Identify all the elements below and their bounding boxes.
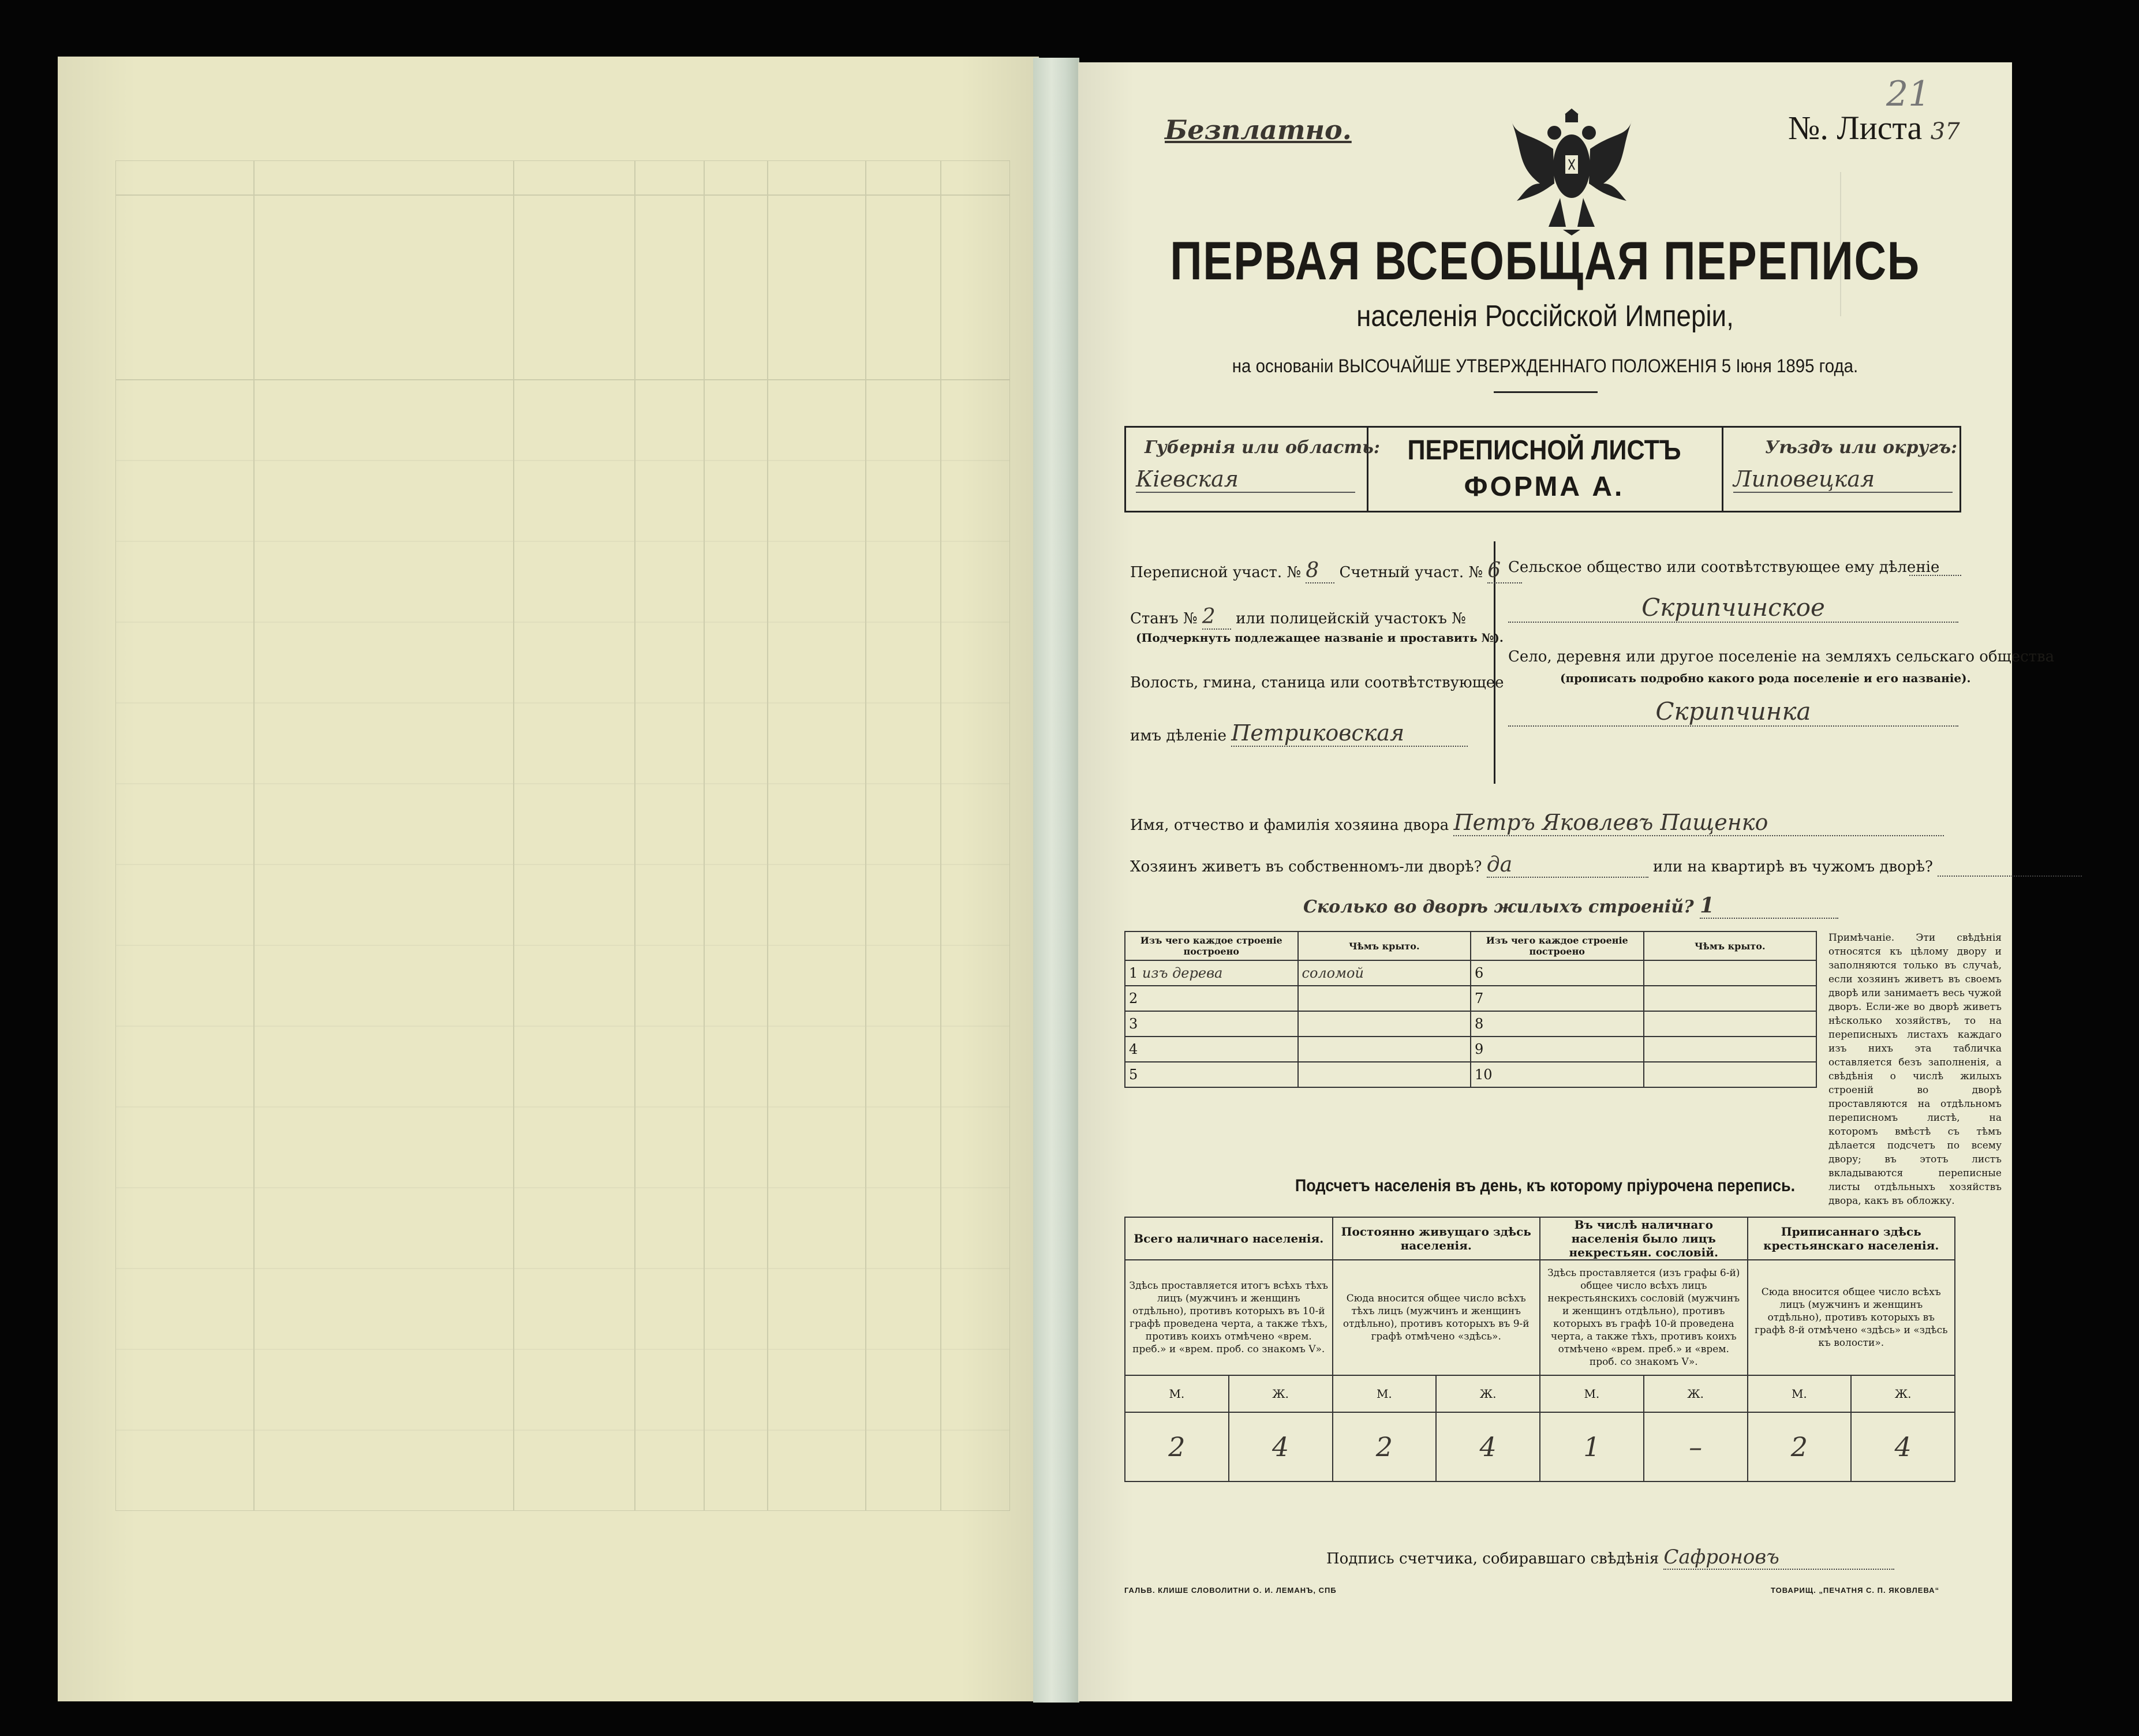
- owner-line: [1130, 810, 1944, 836]
- ornamental-divider: [1494, 391, 1598, 393]
- pop-f-label: Ж.: [1436, 1375, 1540, 1412]
- volost-line: [1130, 720, 1468, 747]
- underline-note: (Подчеркнуть подлежащее названіе и проставить №).: [1136, 631, 1504, 645]
- pop-non-peasant-m: 1: [1540, 1412, 1644, 1481]
- pop-col-non-peasant: Въ числѣ наличнаго населенія было лицъ некрестьян. сословій.: [1540, 1217, 1748, 1260]
- volost-label: Волость, гмина, станица или соотвѣтствующее: [1130, 674, 1504, 691]
- buildings-label: Сколько во дворѣ жилыхъ строеній?: [1303, 897, 1694, 917]
- count-section-value: 6: [1487, 559, 1522, 583]
- pop-m-label: М.: [1748, 1375, 1852, 1412]
- building-row-7: 7: [1471, 986, 1644, 1011]
- printer-left: ГАЛЬВ. КЛИШЕ СЛОВОЛИТНИ О. И. ЛЕМАНЪ, СПБ: [1124, 1586, 1337, 1595]
- pop-col-registered: Приписаннаго здѣсь крестьянскаго населенія.: [1748, 1217, 1955, 1260]
- sheet-number-label: №. Листа: [1788, 109, 1923, 147]
- census-section: [1130, 559, 1522, 583]
- signature-value: Сафроновъ: [1663, 1546, 1894, 1570]
- gubernia-label: Губернія или область:: [1145, 437, 1380, 458]
- own-yard-line: [1130, 853, 2082, 878]
- pop-desc-permanent: Сюда вносится общее число всѣхъ тѣхъ лицъ (мужчинъ и женщинъ отдѣльно), противъ которыхъ въ 9-й графѣ отмѣчено «здѣсь».: [1333, 1260, 1540, 1375]
- col-material-left: Изъ чего каждое строеніе построено: [1125, 931, 1298, 960]
- population-table: [1124, 1217, 1955, 1482]
- police-section-label: или полицейскій участокъ №: [1236, 610, 1466, 627]
- col-roof-left: Чѣмъ крыто.: [1298, 931, 1471, 960]
- owner-value: Петръ Яковлевъ Пащенко: [1453, 810, 1944, 836]
- building-row-3: 3: [1125, 1011, 1298, 1037]
- building-roof-6: [1644, 960, 1817, 986]
- own-yard-label: Хозяинъ живетъ въ собственномъ-ли дворѣ?: [1130, 858, 1482, 876]
- stan-label: Станъ №: [1130, 610, 1198, 627]
- sheet-number-value: 37: [1930, 118, 1960, 145]
- buildings-value: 1: [1700, 893, 1838, 919]
- buildings-note: Примѣчаніе. Эти свѣдѣнія относятся къ цѣлому двору и заполняются только въ случаѣ, если хозяинъ живетъ въ своемъ дворѣ или занимаетъ весь чужой дворъ. Если-же во дворѣ живетъ нѣсколько хозяйствъ, то на переписныхъ листахъ каждаго изъ нихъ эта табличка оставляется безъ заполненія, а свѣдѣнія о числѣ жилыхъ строеній во дворѣ проставляются на отдѣльномъ переписномъ листѣ, на которомъ вмѣстѣ съ тѣмъ дѣлается подсчетъ по всему двору; въ этотъ листъ вкладываются переписные листы отдѣльныхъ хозяйствъ двора, какъ въ обложку.: [1828, 932, 2002, 1207]
- pop-m-label: М.: [1333, 1375, 1437, 1412]
- census-form-page: [1078, 62, 2055, 1701]
- printer-right: ТОВАРИЩ. „ПЕЧАТНЯ С. П. ЯКОВЛЕВА“: [1771, 1586, 1940, 1595]
- pop-registered-f: 4: [1851, 1412, 1955, 1481]
- rented-value-line: [1938, 858, 2082, 877]
- col-material-right: Изъ чего каждое строеніе построено: [1471, 931, 1644, 960]
- pop-permanent-f: 4: [1436, 1412, 1540, 1481]
- village-label: Село, деревня или другое поселеніе на земляхъ сельскаго общества: [1508, 648, 2055, 665]
- gubernia-value: Кіевская: [1136, 466, 1355, 493]
- own-yard-value: да: [1487, 853, 1648, 878]
- building-roof-8: [1644, 1011, 1817, 1037]
- building-row-10: 10: [1471, 1062, 1644, 1087]
- signature-label: Подпись счетчика, собиравшаго свѣдѣнія: [1326, 1550, 1659, 1567]
- pop-m-label: М.: [1125, 1375, 1229, 1412]
- stan-line: [1130, 605, 1466, 630]
- uezd-label: Уѣздъ или округъ:: [1765, 437, 1958, 458]
- village-value: Скрипчинка: [1508, 697, 1958, 727]
- sheet-number: [1788, 108, 1960, 147]
- building-roof-10: [1644, 1062, 1817, 1087]
- stan-value: 2: [1202, 605, 1231, 630]
- volost-value: Петриковская: [1231, 720, 1468, 747]
- pop-col-permanent: Постоянно живущаго здѣсь населенія.: [1333, 1217, 1540, 1260]
- count-section-label: Счетный участ. №: [1339, 564, 1483, 581]
- building-roof-4: [1298, 1037, 1471, 1062]
- imperial-eagle-emblem: [1505, 97, 1638, 235]
- form-title-1: ПЕРЕПИСНОЙ ЛИСТЪ: [1407, 435, 1681, 466]
- form-title-2: ФОРМА А.: [1464, 472, 1625, 502]
- building-roof-2: [1298, 986, 1471, 1011]
- uezd-value: Липовецкая: [1733, 466, 1953, 493]
- pop-desc-registered: Сюда вносится общее число всѣхъ лицъ (мужчинъ и женщинъ отдѣльно), противъ которыхъ въ графѣ 8-й отмѣчено «здѣсь» и «здѣсь къ волости».: [1748, 1260, 1955, 1375]
- society-value: Скрипчинское: [1508, 593, 1958, 623]
- form-legal-basis: на основаніи ВЫСОЧАЙШЕ УТВЕРЖДЕННАГО ПОЛОЖЕНІЯ 5 Іюня 1895 года.: [1232, 356, 1858, 376]
- building-roof-9: [1644, 1037, 1817, 1062]
- buildings-table: [1124, 931, 1817, 1088]
- pop-present-f: 4: [1229, 1412, 1333, 1481]
- pop-present-m: 2: [1125, 1412, 1229, 1481]
- form-main-title: ПЕРВАЯ ВСЕОБЩАЯ ПЕРЕПИСЬ: [1170, 230, 1920, 291]
- building-row-1: 1 изъ дерева: [1125, 960, 1298, 986]
- census-section-value: 8: [1306, 559, 1334, 583]
- pop-f-label: Ж.: [1644, 1375, 1748, 1412]
- pop-non-peasant-f: –: [1644, 1412, 1748, 1481]
- pop-registered-m: 2: [1748, 1412, 1852, 1481]
- building-roof-3: [1298, 1011, 1471, 1037]
- form-subtitle: населенія Россійской Имперіи,: [1356, 300, 1734, 333]
- pop-f-label: Ж.: [1229, 1375, 1333, 1412]
- building-row-5: 5: [1125, 1062, 1298, 1087]
- rented-label: или на квартирѣ въ чужомъ дворѣ?: [1653, 858, 1933, 876]
- building-roof-7: [1644, 986, 1817, 1011]
- building-roof-1: соломой: [1298, 960, 1471, 986]
- faint-bleedthrough-table: [115, 160, 1010, 1511]
- pop-f-label: Ж.: [1851, 1375, 1955, 1412]
- book-spine: [1033, 58, 1079, 1703]
- village-note: (прописать подробно какого рода поселеніе и его названіе).: [1560, 671, 1971, 685]
- free-label: Безплатно.: [1165, 114, 1352, 145]
- buildings-line: [1303, 893, 1838, 919]
- population-title: Подсчетъ населенія въ день, къ которому пріурочена перепись.: [1295, 1176, 1796, 1195]
- owner-label: Имя, отчество и фамилія хозяина двора: [1130, 817, 1449, 834]
- pop-col-present: Всего наличнаго населенія.: [1125, 1217, 1333, 1260]
- pop-permanent-m: 2: [1333, 1412, 1437, 1481]
- society-label: Сельское общество или соотвѣтствующее ему дѣленіе: [1508, 559, 1940, 576]
- volost-label-2: имъ дѣленіе: [1130, 727, 1226, 744]
- building-row-9: 9: [1471, 1037, 1644, 1062]
- left-page: [58, 57, 1039, 1701]
- region-divider-right: [1722, 426, 1723, 512]
- building-row-6: 6: [1471, 960, 1644, 986]
- society-label-line: [1909, 575, 1961, 576]
- pencil-sheet-mark: 21: [1886, 74, 1931, 114]
- pop-desc-non-peasant: Здѣсь проставляется (изъ графы 6-й) общее число всѣхъ лицъ некрестьянскихъ сословій (мужчинъ и женщинъ отдѣльно), противъ которыхъ въ графѣ 10-й проведена черта, а также тѣхъ, противъ коихъ отмѣчено «врем. преб.» и «врем. проб. со знакомъ V».: [1540, 1260, 1748, 1375]
- census-section-label: Переписной участ. №: [1130, 564, 1301, 581]
- building-row-4: 4: [1125, 1037, 1298, 1062]
- pop-desc-present: Здѣсь проставляется итогъ всѣхъ тѣхъ лицъ (мужчинъ и женщинъ отдѣльно), противъ которыхъ въ 10-й графѣ проведена черта, а также тѣхъ, противъ коихъ отмѣчено «врем. преб.» и «врем. проб. со знакомъ V».: [1125, 1260, 1333, 1375]
- signature-line: [1326, 1546, 1894, 1570]
- pop-m-label: М.: [1540, 1375, 1644, 1412]
- col-roof-right: Чѣмъ крыто.: [1644, 931, 1817, 960]
- building-roof-5: [1298, 1062, 1471, 1087]
- building-row-2: 2: [1125, 986, 1298, 1011]
- building-row-8: 8: [1471, 1011, 1644, 1037]
